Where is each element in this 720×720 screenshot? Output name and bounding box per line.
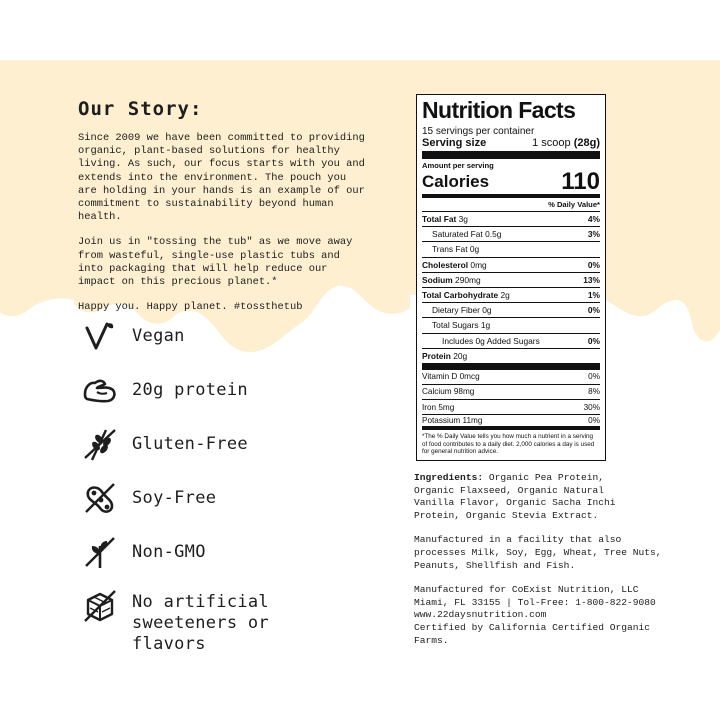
- serving-size-value: (28g): [573, 137, 600, 149]
- calories-label: Calories: [422, 172, 490, 191]
- feature-vegan: [80, 316, 340, 356]
- added-sugars-row: [422, 334, 600, 349]
- soy-free-icon: [80, 478, 120, 518]
- ingredients-text: Organic Pea Protein, Organic Flaxseed, Organic Natural Vanilla Flavor, Organic Sacha Inchi Protein, Organic Stevia Extract.: [414, 472, 616, 521]
- nutrient-name: Total Sugars 1g: [432, 320, 491, 331]
- nutrient-dv: 3%: [587, 229, 600, 240]
- cholesterol-row: [422, 258, 600, 273]
- nutrient-name: Cholesterol 0mg: [422, 259, 487, 270]
- feature-protein: [80, 370, 340, 410]
- ingredients-block: [414, 472, 704, 522]
- nutrient-name: Total Fat 3g: [422, 214, 468, 225]
- serving-size-value-group: [532, 137, 600, 149]
- saturated-fat-row: [422, 227, 600, 242]
- gluten-free-icon: [80, 424, 120, 464]
- no-sugar-cube-icon: [80, 586, 120, 626]
- nutrient-dv: 1%: [587, 290, 600, 301]
- nutrient-name: Total Carbohydrate 2g: [422, 290, 510, 301]
- feature-label: Non-GMO: [132, 542, 206, 562]
- serving-size-row: [422, 137, 600, 159]
- nutrient-dv: 30%: [583, 402, 600, 412]
- nutrient-dv: 13%: [583, 274, 600, 285]
- protein-row: [422, 349, 600, 370]
- nutrient-dv: 0%: [588, 416, 600, 426]
- feature-non-gmo: [80, 532, 340, 572]
- nutrient-name: Sodium 290mg: [422, 274, 481, 285]
- nutrient-name: Protein 20g: [422, 350, 468, 361]
- manufacturer-info: Manufactured for CoExist Nutrition, LLC Miami, FL 33155 | Tol-Free: 1-800-822-9080 www.22daysnutrition.com Certified by California Certified Organic Farms.: [414, 584, 656, 646]
- nutrient-dv: 4%: [587, 214, 600, 225]
- sodium-row: [422, 273, 600, 288]
- story-paragraph-3: Happy you. Happy planet. #tossthetub: [78, 301, 303, 314]
- servings-per-container: 15 servings per container: [422, 126, 535, 137]
- feature-label: Vegan: [132, 326, 185, 346]
- vitamin-d-row: [422, 370, 600, 385]
- nutrient-name: Calcium 98mg: [422, 387, 475, 397]
- nutrient-dv: 0%: [588, 372, 600, 382]
- nutrient-name: Dietary Fiber 0g: [432, 305, 492, 316]
- amount-per-serving: Amount per serving: [422, 161, 494, 170]
- daily-value-header: % Daily Value*: [422, 198, 600, 212]
- feature-label: Soy-Free: [132, 488, 217, 508]
- calories-value: 110: [561, 168, 600, 195]
- allergen-statement: Manufactured in a facility that also processes Milk, Soy, Egg, Wheat, Tree Nuts, Peanuts, Shellfish and Fish.: [414, 534, 662, 571]
- nutrient-name: Saturated Fat 0.5g: [432, 229, 502, 240]
- feature-soy-free: [80, 478, 340, 518]
- total-carbohydrate-row: [422, 288, 600, 303]
- nutrient-dv: 8%: [588, 387, 600, 397]
- nutrient-dv: 0%: [587, 305, 600, 316]
- story-paragraph-2: Join us in "tossing the tub" as we move away from wasteful, single-use plastic tubs and into packaging that will help reduce our impact on this precious planet.*: [78, 236, 353, 289]
- feature-gluten-free: [80, 424, 340, 464]
- nutrition-facts-panel: [416, 94, 606, 461]
- story-title: Our Story:: [78, 98, 203, 120]
- calories-row: [422, 170, 600, 198]
- daily-value-footnote: *The % Daily Value tells you how much a nutrient in a serving of food contributes to a daily diet. 2,000 calories a day is used for general nutrition advice.: [422, 433, 595, 456]
- story-paragraph-1: Since 2009 we have been committed to providing organic, plant-based solutions for healthy living. As such, our focus starts with you and extends into the environment. The pouch you are holding in your hands is an example of our commitment to sustainability beyond human health.: [78, 132, 365, 224]
- potassium-row: [422, 415, 600, 430]
- nutrient-name: Trans Fat 0g: [432, 244, 480, 255]
- our-story-section: [78, 98, 388, 326]
- trans-fat-row: [422, 242, 600, 257]
- ingredients-label: Ingredients:: [414, 472, 484, 483]
- total-sugars-row: [422, 318, 600, 333]
- calcium-row: [422, 385, 600, 400]
- total-fat-row: [422, 212, 600, 227]
- vegan-icon: [80, 316, 120, 356]
- serving-size-qty: 1 scoop: [532, 137, 571, 149]
- muscle-icon: [80, 370, 120, 410]
- nutrient-name: Vitamin D 0mcg: [422, 372, 480, 382]
- nutrient-dv: 0%: [587, 259, 600, 270]
- product-info-section: [414, 472, 704, 659]
- serving-size-label: Serving size: [422, 137, 487, 149]
- nutrient-name: Iron 5mg: [422, 402, 455, 412]
- dietary-fiber-row: [422, 303, 600, 318]
- non-gmo-icon: [80, 532, 120, 572]
- feature-label: 20g protein: [132, 380, 248, 400]
- feature-label: No artificial sweeteners or flavors: [132, 592, 269, 654]
- nutrient-name: Potassium 11mg: [422, 416, 483, 426]
- nutrient-name: Includes 0g Added Sugars: [442, 335, 540, 346]
- feature-no-artificial: [80, 586, 340, 656]
- feature-label: Gluten-Free: [132, 434, 248, 454]
- nutrient-dv: 0%: [587, 335, 600, 346]
- nutrition-title: Nutrition Facts: [422, 97, 576, 123]
- iron-row: [422, 400, 600, 415]
